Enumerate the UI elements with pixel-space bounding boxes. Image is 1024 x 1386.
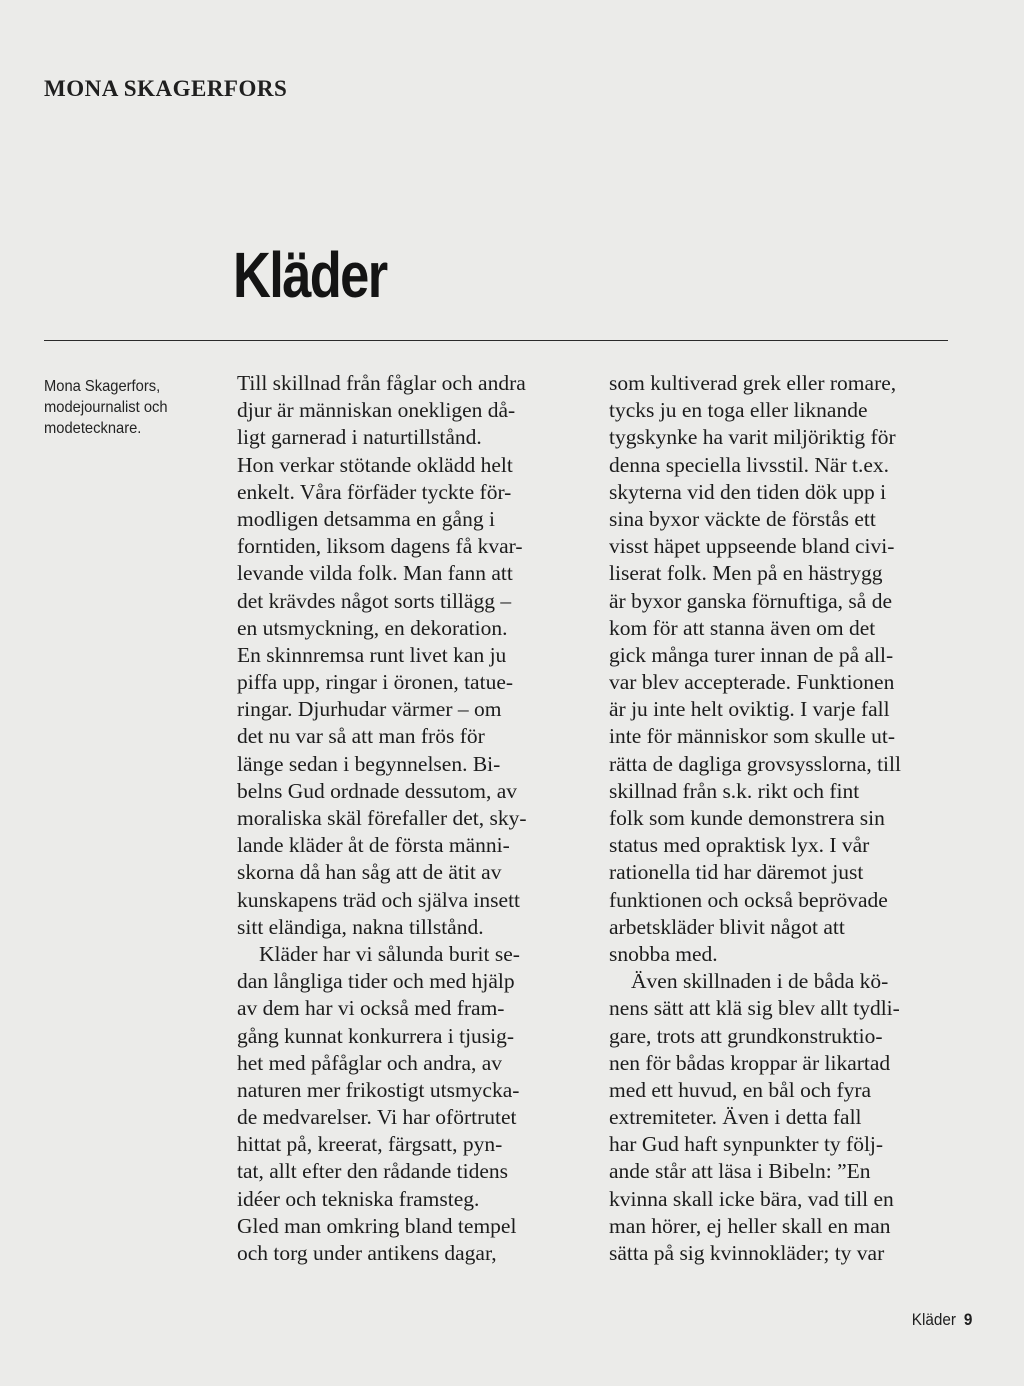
text-line: är byxor ganska förnuftiga, så de: [609, 588, 892, 613]
text-line: kom för att stanna även om det: [609, 615, 876, 640]
text-line: skyterna vid den tiden dök upp i: [609, 479, 887, 504]
author-header: MONA SKAGERFORS: [44, 76, 288, 101]
text-line: gång kunnat konkurrera i tjusig-: [237, 1023, 515, 1048]
text-line: lande kläder åt de första männi-: [237, 833, 510, 858]
text-line: dan långliga tider och med hjälp: [237, 969, 515, 994]
text-line: ringar. Djurhudar värmer – om: [237, 697, 502, 722]
text-line: av dem har vi också med fram-: [237, 996, 505, 1021]
text-line: en utsmyckning, en dekoration.: [237, 615, 508, 640]
paragraph-start-line: Kläder har vi sålunda burit se-: [259, 941, 520, 966]
text-line: och torg under antikens dagar,: [237, 1241, 497, 1265]
article-title: Kläder: [233, 239, 387, 311]
text-line: Gled man omkring bland tempel: [237, 1213, 517, 1238]
text-line: länge sedan i begynnelsen. Bi-: [237, 751, 501, 776]
text-line: skillnad från s.k. rikt och fint: [609, 778, 860, 803]
text-line: levande vilda folk. Man fann att: [237, 561, 513, 586]
text-line: med ett huvud, en bål och fyra: [609, 1077, 872, 1102]
text-line: de medvarelser. Vi har oförtrutet: [237, 1105, 517, 1130]
text-line: som kultiverad grek eller romare,: [609, 371, 897, 395]
text-line: man hörer, ej heller skall en man: [609, 1213, 891, 1238]
text-line: kunskapens träd och själva insett: [237, 887, 521, 912]
footer-label: Kläder: [911, 1310, 956, 1329]
text-line: nens sätt att klä sig blev allt tydli-: [609, 996, 900, 1021]
text-line: sätta på sig kvinnokläder; ty var: [609, 1241, 885, 1265]
text-line: det nu var så att man frös för: [237, 724, 485, 749]
text-line: visst häpet uppseende bland civi-: [609, 534, 895, 559]
text-line: har Gud haft synpunkter ty följ-: [609, 1132, 884, 1157]
text-line: hittat på, kreerat, färgsatt, pyn-: [237, 1132, 503, 1157]
text-line: Hon verkar stötande oklädd helt: [237, 452, 513, 477]
text-line: funktionen och också beprövade: [609, 887, 888, 912]
text-line: rätta de dagliga grovsysslorna, till: [609, 751, 901, 776]
title-divider: [44, 340, 948, 341]
paragraph-start-line: Även skillnaden i de båda kö-: [631, 969, 889, 994]
text-line: tat, allt efter den rådande tidens: [237, 1159, 509, 1184]
text-line: nen för bådas kroppar är likartad: [609, 1050, 891, 1075]
text-line: skorna då han såg att de ätit av: [237, 860, 502, 885]
text-line: forntiden, liksom dagens få kvar-: [237, 534, 523, 559]
body-column-2: [609, 370, 959, 1267]
page-footer: [911, 1310, 972, 1330]
text-line: ligt garnerad i naturtillstånd.: [237, 425, 482, 450]
text-line: liserat folk. Men på en hästrygg: [609, 561, 883, 586]
text-line: gare, trots att grundkonstruktio-: [609, 1023, 883, 1048]
text-line: Till skillnad från fåglar och andra: [237, 371, 526, 395]
text-line: denna speciella livsstil. När t.ex.: [609, 452, 890, 477]
text-line: idéer och tekniska framsteg.: [237, 1186, 480, 1211]
text-line: sina byxor väckte de förstås ett: [609, 506, 876, 531]
text-line: är ju inte helt oviktig. I varje fall: [609, 697, 890, 722]
byline-line: modetecknare.: [44, 420, 142, 437]
body-column-1: [237, 370, 587, 1267]
byline-line: modejournalist och: [44, 399, 168, 416]
author-byline: [44, 376, 205, 439]
page-number: 9: [963, 1310, 972, 1329]
text-line: rationella tid har däremot just: [609, 860, 864, 885]
text-line: folk som kunde demonstrera sin: [609, 806, 885, 830]
text-line: tycks ju en toga eller liknande: [609, 398, 868, 423]
text-line: naturen mer frikostigt utsmycka-: [237, 1077, 520, 1102]
text-line: gick många turer innan de på all-: [609, 642, 894, 667]
text-line: arbetskläder blivit något att: [609, 914, 845, 939]
text-line: ande står att läsa i Bibeln: ”En: [609, 1159, 871, 1184]
text-line: enkelt. Våra förfäder tyckte för-: [237, 479, 512, 504]
text-line: piffa upp, ringar i öronen, tatue-: [237, 670, 514, 695]
text-line: tygskynke ha varit miljöriktig för: [609, 425, 896, 450]
text-line: inte för människor som skulle ut-: [609, 724, 896, 749]
text-line: det krävdes något sorts tillägg –: [237, 588, 512, 613]
text-line: djur är människan onekligen då-: [237, 398, 516, 423]
text-line: belns Gud ordnade dessutom, av: [237, 778, 518, 803]
text-line: var blev accepterade. Funktionen: [609, 670, 895, 695]
text-line: status med opraktisk lyx. I vår: [609, 833, 870, 858]
byline-line: Mona Skagerfors,: [44, 378, 161, 395]
text-line: modligen detsamma en gång i: [237, 506, 495, 531]
text-line: En skinnremsa runt livet kan ju: [237, 642, 507, 667]
text-line: het med påfåglar och andra, av: [237, 1050, 503, 1075]
text-line: extremiteter. Även i detta fall: [609, 1105, 862, 1130]
text-line: kvinna skall icke bära, vad till en: [609, 1186, 894, 1211]
text-line: moraliska skäl förefaller det, sky-: [237, 806, 527, 830]
text-line: sitt eländiga, nakna tillstånd.: [237, 914, 484, 939]
text-line: snobba med.: [609, 941, 718, 966]
